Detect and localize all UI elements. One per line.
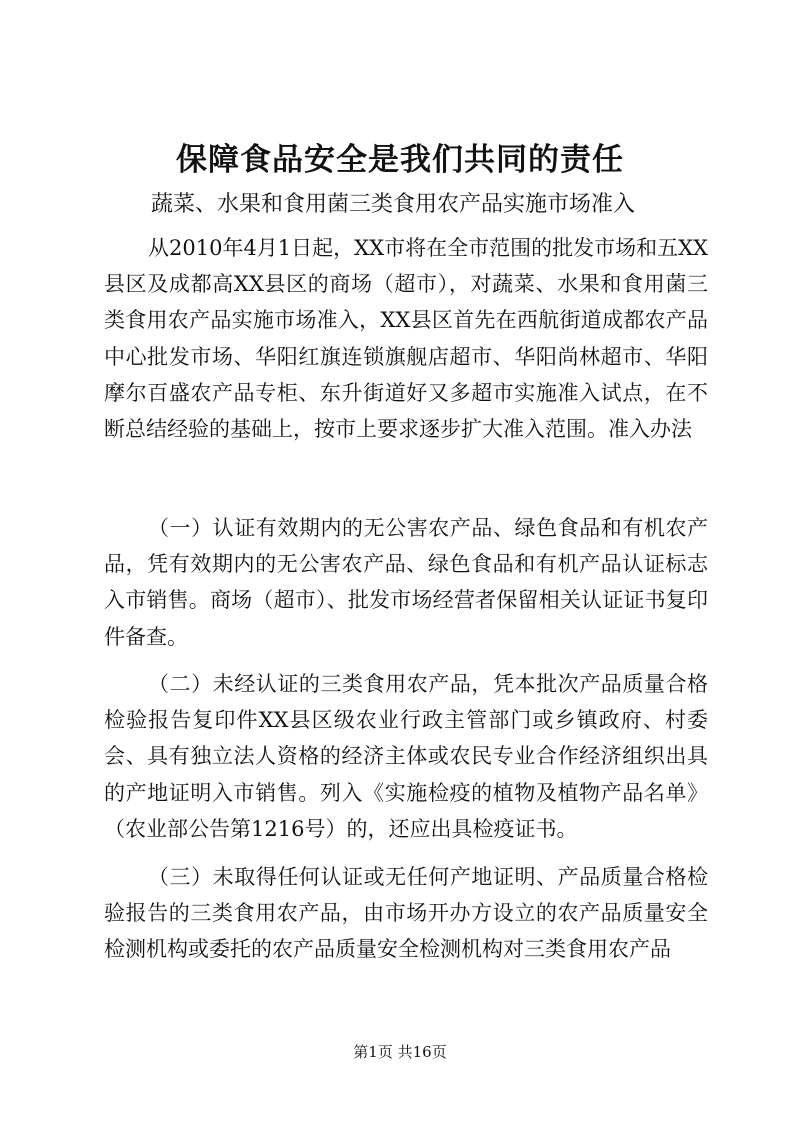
document-subtitle: 蔬菜、水果和食用菌三类食用农产品实施市场准入 xyxy=(151,192,636,217)
paragraph-item-2: （二）未经认证的三类食用农产品，凭本批次产品质量合格检验报告复印件XX县区级农业行政主管部门或乡镇政府、村委会、具有独立法人资格的经济主体或农民专业合作经济组织出具的产地证明入市销售。列入《实施检疫的植物及植物产品名单》（农业部公告第1216号）的，还应出具检疫证书。 xyxy=(104,672,708,841)
page-number-footer: 第1页 共16页 xyxy=(353,1043,447,1061)
document-title: 保障食品安全是我们共同的责任 xyxy=(176,142,624,178)
paragraph-intro: 从2010年4月1日起，XX市将在全市范围的批发市场和五XX县区及成都高XX县区的商场（超市），对蔬菜、水果和食用菌三类食用农产品实施市场准入，XX县区首先在西航街道成都农产品中心批发市场、华阳红旗连锁旗舰店超市、华阳尚林超市、华阳摩尔百盛农产品专柜、东升街道好又多超市实施准入试点，在不断总结经验的基础上，按市上要求逐步扩大准入范围。准入办法 xyxy=(104,236,708,442)
paragraph-item-3: （三）未取得任何认证或无任何产地证明、产品质量合格检验报告的三类食用农产品，由市场开办方设立的农产品质量安全检测机构或委托的农产品质量安全检测机构对三类食用农产品 xyxy=(104,865,708,962)
paragraph-item-1: （一）认证有效期内的无公害农产品、绿色食品和有机农产品，凭有效期内的无公害农产品、绿色食品和有机产品认证标志入市销售。商场（超市）、批发市场经营者保留相关认证证书复印件备查。 xyxy=(104,516,708,649)
